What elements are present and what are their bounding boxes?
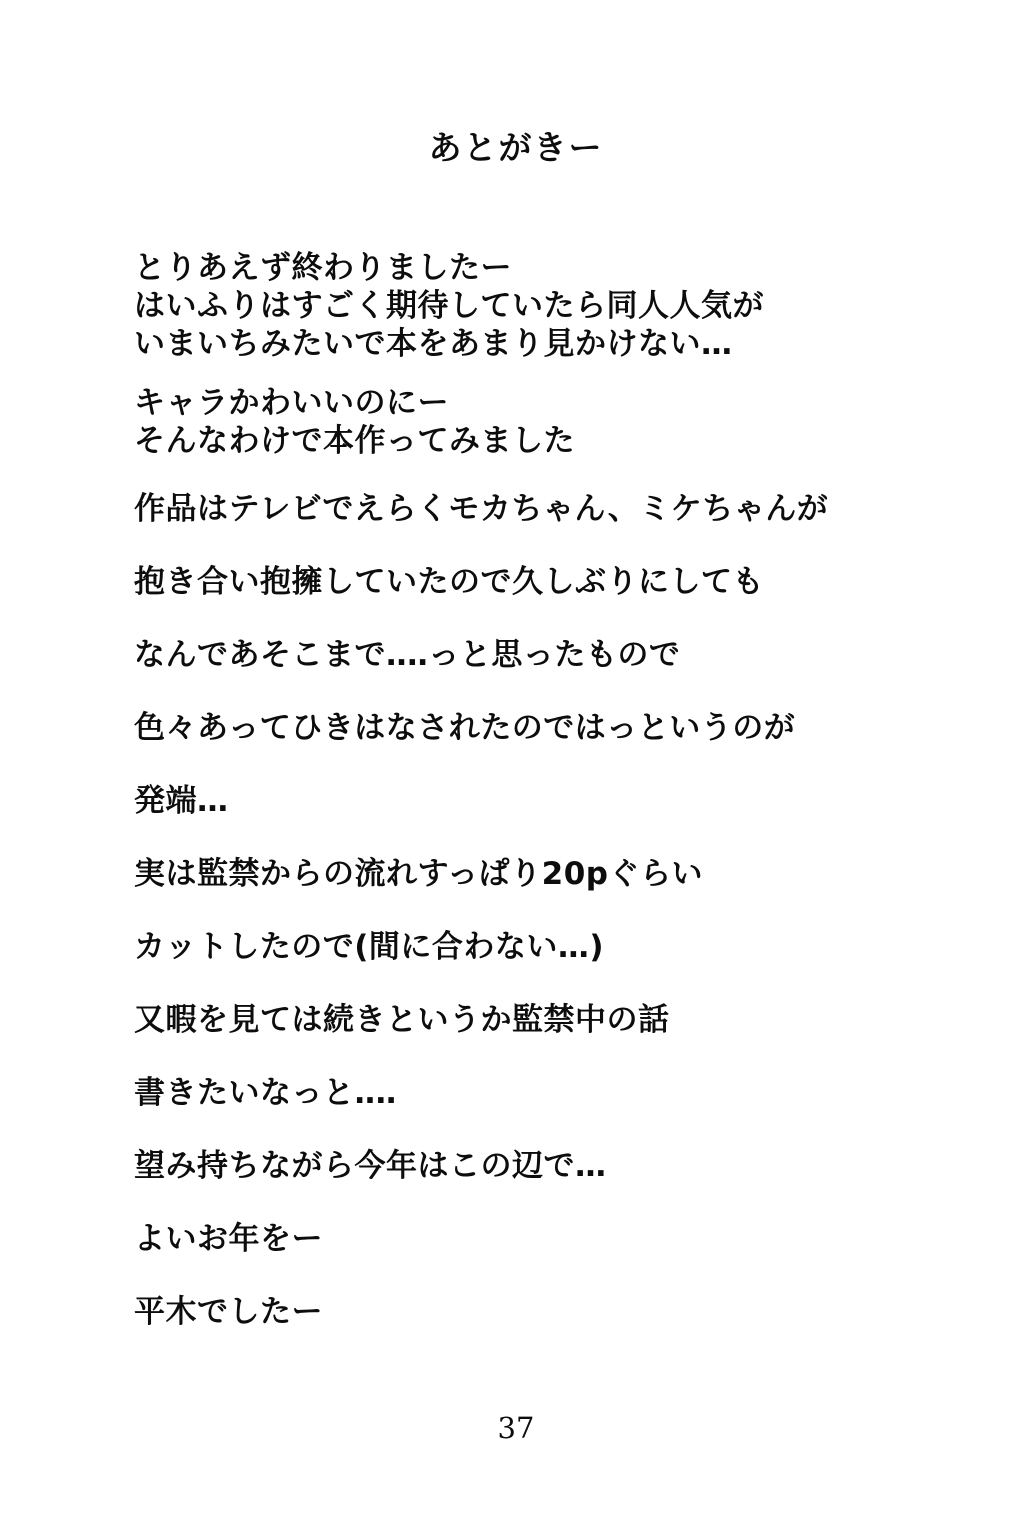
paragraph-spacer [134, 363, 964, 385]
text-line: はいふりはすごく期待していたら同人人気が [134, 287, 764, 324]
text-line: 平木でしたー [134, 1294, 323, 1331]
paragraph-three [134, 483, 964, 1331]
text-line: とりあえず終わりましたー [134, 250, 512, 286]
text-line: キャラかわいいのにー [134, 385, 449, 422]
text-line: そんなわけで本作ってみました [134, 423, 575, 460]
text-line: 色々あってひきはなされたのではっというのが [134, 710, 796, 747]
text-line: 発端… [134, 783, 229, 820]
text-line: 書きたいなっと‥‥ [134, 1075, 397, 1112]
text-line: なんであそこまで‥‥っと思ったもので [134, 637, 681, 674]
text-line: よいお年をー [134, 1221, 323, 1258]
paragraph-spacer [134, 461, 964, 483]
paragraph-two [134, 385, 964, 461]
text-line: 又暇を見ては続きというか監禁中の話 [134, 1002, 670, 1039]
afterword-body [134, 250, 964, 1359]
text-line: 実は監禁からの流れすっぱり20pぐらい [134, 856, 703, 893]
text-line: カットしたので(間に合わない…) [134, 929, 605, 966]
text-line: 望み持ちながら今年はこの辺で… [134, 1148, 607, 1185]
page-title: あとがきー [428, 128, 604, 167]
paragraph-one [134, 250, 964, 363]
text-line: 作品はテレビでえらくモカちゃん、ミケちゃんが [134, 491, 829, 528]
text-line: 抱き合い抱擁していたので久しぶりにしても [134, 564, 764, 601]
page-number: 37 [497, 1411, 535, 1445]
text-line: いまいちみたいで本をあまり見かけない… [134, 325, 733, 362]
